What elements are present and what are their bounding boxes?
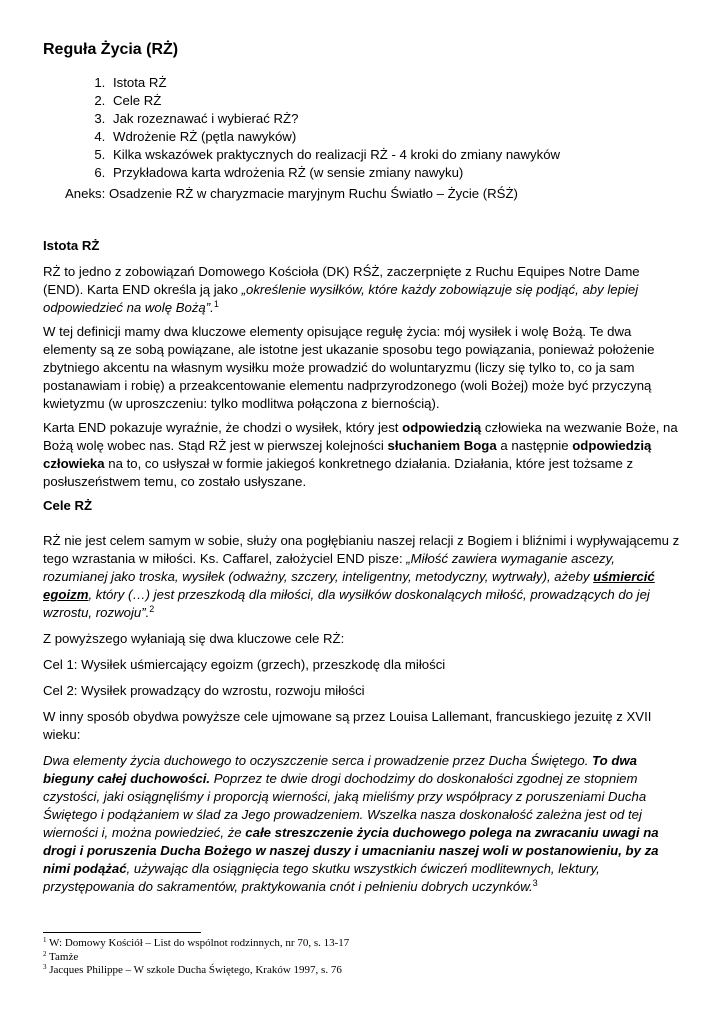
toc-item: 3. Jak rozeznawać i wybierać RŻ? bbox=[109, 110, 683, 128]
toc-item: 2. Cele RŻ bbox=[109, 92, 683, 110]
paragraph: Cel 1: Wysiłek uśmiercający egoizm (grzech), przeszkodę dla miłości bbox=[43, 657, 446, 672]
text-run: na to, co usłyszał w formie jakiegoś konkretnego działania. Działania, które jest tożsame z posłuszeństwem temu, co zostało usłyszane. bbox=[43, 456, 634, 489]
quote: , używając dla osiągnięcia tego skutku wszystkich ćwiczeń modlitewnych, lektury, przystępowania do sakramentów, praktykowania cnót i pełnieniu dobrych uczynków. bbox=[43, 861, 600, 894]
text-run: RŻ to jedno z zobowiązań Domowego Kościoła (DK) RŚŻ, zaczerpnięte z Ruchu Equipes Notre Dame (END). Karta END określa ją jako bbox=[43, 264, 640, 297]
text-run: RŻ nie jest celem samym w sobie, służy ona pogłębianiu naszej relacji z Bogiem i bliźnimi i wypływającemu z tego wzrastania w miłości. Ks. Caffarel, założyciel END pisze: bbox=[43, 533, 680, 566]
text-run: a następnie bbox=[496, 438, 573, 453]
quote: „określenie wysiłków, które każdy zobowiązuje się podjąć, aby lepiej odpowiedzieć na wolę Bożą”. bbox=[43, 282, 639, 315]
footnotes bbox=[43, 937, 683, 978]
paragraph bbox=[43, 532, 683, 622]
paragraph: Cel 2: Wysiłek prowadzący do wzrostu, rozwoju miłości bbox=[43, 683, 365, 698]
quote-paragraph bbox=[43, 752, 683, 896]
section-heading-cele: Cele RŻ bbox=[43, 498, 93, 513]
footnote-divider bbox=[43, 932, 201, 933]
emphasis: odpowiedzią człowieka bbox=[43, 438, 652, 471]
footnote-ref: 1 bbox=[213, 299, 219, 309]
toc-item: 4. Wdrożenie RŻ (pętla nawyków) bbox=[109, 128, 683, 146]
toc-item: 6. Przykładowa karta wdrożenia RŻ (w sensie zmiany nawyku) bbox=[109, 164, 683, 182]
quote: „Miłość zawiera wymaganie ascezy, rozumianej jako troska, wysiłek (odważny, szczery, inteligentny, metodyczny, wytrwały), ażeby bbox=[43, 551, 615, 584]
emphasis: odpowiedzią bbox=[402, 420, 482, 435]
footnote-ref: 3 bbox=[532, 878, 538, 888]
footnote-number: 3 bbox=[43, 963, 47, 971]
document-page bbox=[43, 40, 683, 896]
quote: , który (…) jest przeszkodą dla miłości, dla wysiłków doskonalących miłość, prowadzących do jej wzrostu, rozwoju”. bbox=[43, 587, 650, 620]
footnote bbox=[43, 964, 683, 978]
footnote-text: W: Domowy Kościół – List do wspólnot rodzinnych, nr 70, s. 13-17 bbox=[46, 937, 350, 949]
toc-item: 1. Istota RŻ bbox=[109, 74, 683, 92]
text-run: Karta END pokazuje wyraźnie, że chodzi o wysiłek, który jest bbox=[43, 420, 403, 435]
emphasis: To dwa bieguny całej duchowości. bbox=[43, 753, 637, 786]
quote: Dwa elementy życia duchowego to oczyszczenie serca i prowadzenie przez Ducha Świętego. bbox=[43, 753, 593, 768]
section-heading-istota: Istota RŻ bbox=[43, 238, 100, 253]
emphasis: całe streszczenie życia duchowego polega na zwracaniu uwagi na drogi i poruszenia Ducha Bożego w naszej duszy i umacnianiu naszej woli w postanowieniu, by za nimi podążać bbox=[43, 825, 659, 876]
quote: Poprzez te dwie drogi dochodzimy do doskonałości zgodnej ze stopniem czystości, jaki osiągnęliśmy i proporcją wierności, jaką mieliśmy przy współpracy z poruszeniami Ducha Świętego i podążaniem w ślad za Jego prowadzeniem. Wszelka nasza doskonałość zależna jest od tej wierności i, można powiedzieć, że bbox=[43, 771, 647, 840]
emphasis: słuchaniem Boga bbox=[387, 438, 497, 453]
paragraph: W inny sposób obydwa powyższe cele ujmowane są przez Louisa Lallemant, francuskiego jezuitę z XVII wieku: bbox=[43, 709, 652, 742]
annex-line: Aneks: Osadzenie RŻ w charyzmacie maryjnym Ruchu Światło – Życie (RŚŻ) bbox=[65, 186, 518, 201]
table-of-contents bbox=[43, 74, 683, 182]
text-run: człowieka na wezwanie Boże, na Bożą wolę wobec nas. Stąd RŻ jest w pierwszej kolejności bbox=[43, 420, 678, 453]
paragraph: W tej definicji mamy dwa kluczowe elementy opisujące regułę życia: mój wysiłek i wolę Bożą. Te dwa elementy są ze sobą powiązane, ale istotne jest ukazanie sposobu tego powiązania, ponieważ położenie zbytniego akcentu na własnym wysiłku może prowadzić do woluntaryzmu (liczy się tylko to, co ja sam postanawiam i robię) a przeakcentowanie elementu nadprzyrodzonego (woli Bożej) może być przyczyną kwietyzmu (w uproszczeniu: tylko modlitwa połączona z biernością). bbox=[43, 324, 655, 411]
footnote-number: 2 bbox=[43, 949, 47, 958]
footnote bbox=[43, 937, 683, 951]
paragraph: Z powyższego wyłaniają się dwa kluczowe cele RŻ: bbox=[43, 631, 345, 646]
footnote-number: 1 bbox=[43, 936, 47, 944]
footnote-text: Jacques Philippe – W szkole Ducha Świętego, Kraków 1997, s. 76 bbox=[46, 964, 342, 976]
footnote-text: Tamże bbox=[46, 950, 79, 963]
paragraph bbox=[43, 263, 683, 317]
emphasis: uśmiercić egoizm bbox=[43, 569, 655, 602]
document-title: Reguła Życia (RŻ) bbox=[43, 41, 179, 58]
footnote-ref: 2 bbox=[149, 604, 155, 614]
footnote bbox=[43, 951, 683, 965]
toc-item: 5. Kilka wskazówek praktycznych do realizacji RŻ - 4 kroki do zmiany nawyków bbox=[109, 146, 683, 164]
paragraph bbox=[43, 419, 683, 491]
